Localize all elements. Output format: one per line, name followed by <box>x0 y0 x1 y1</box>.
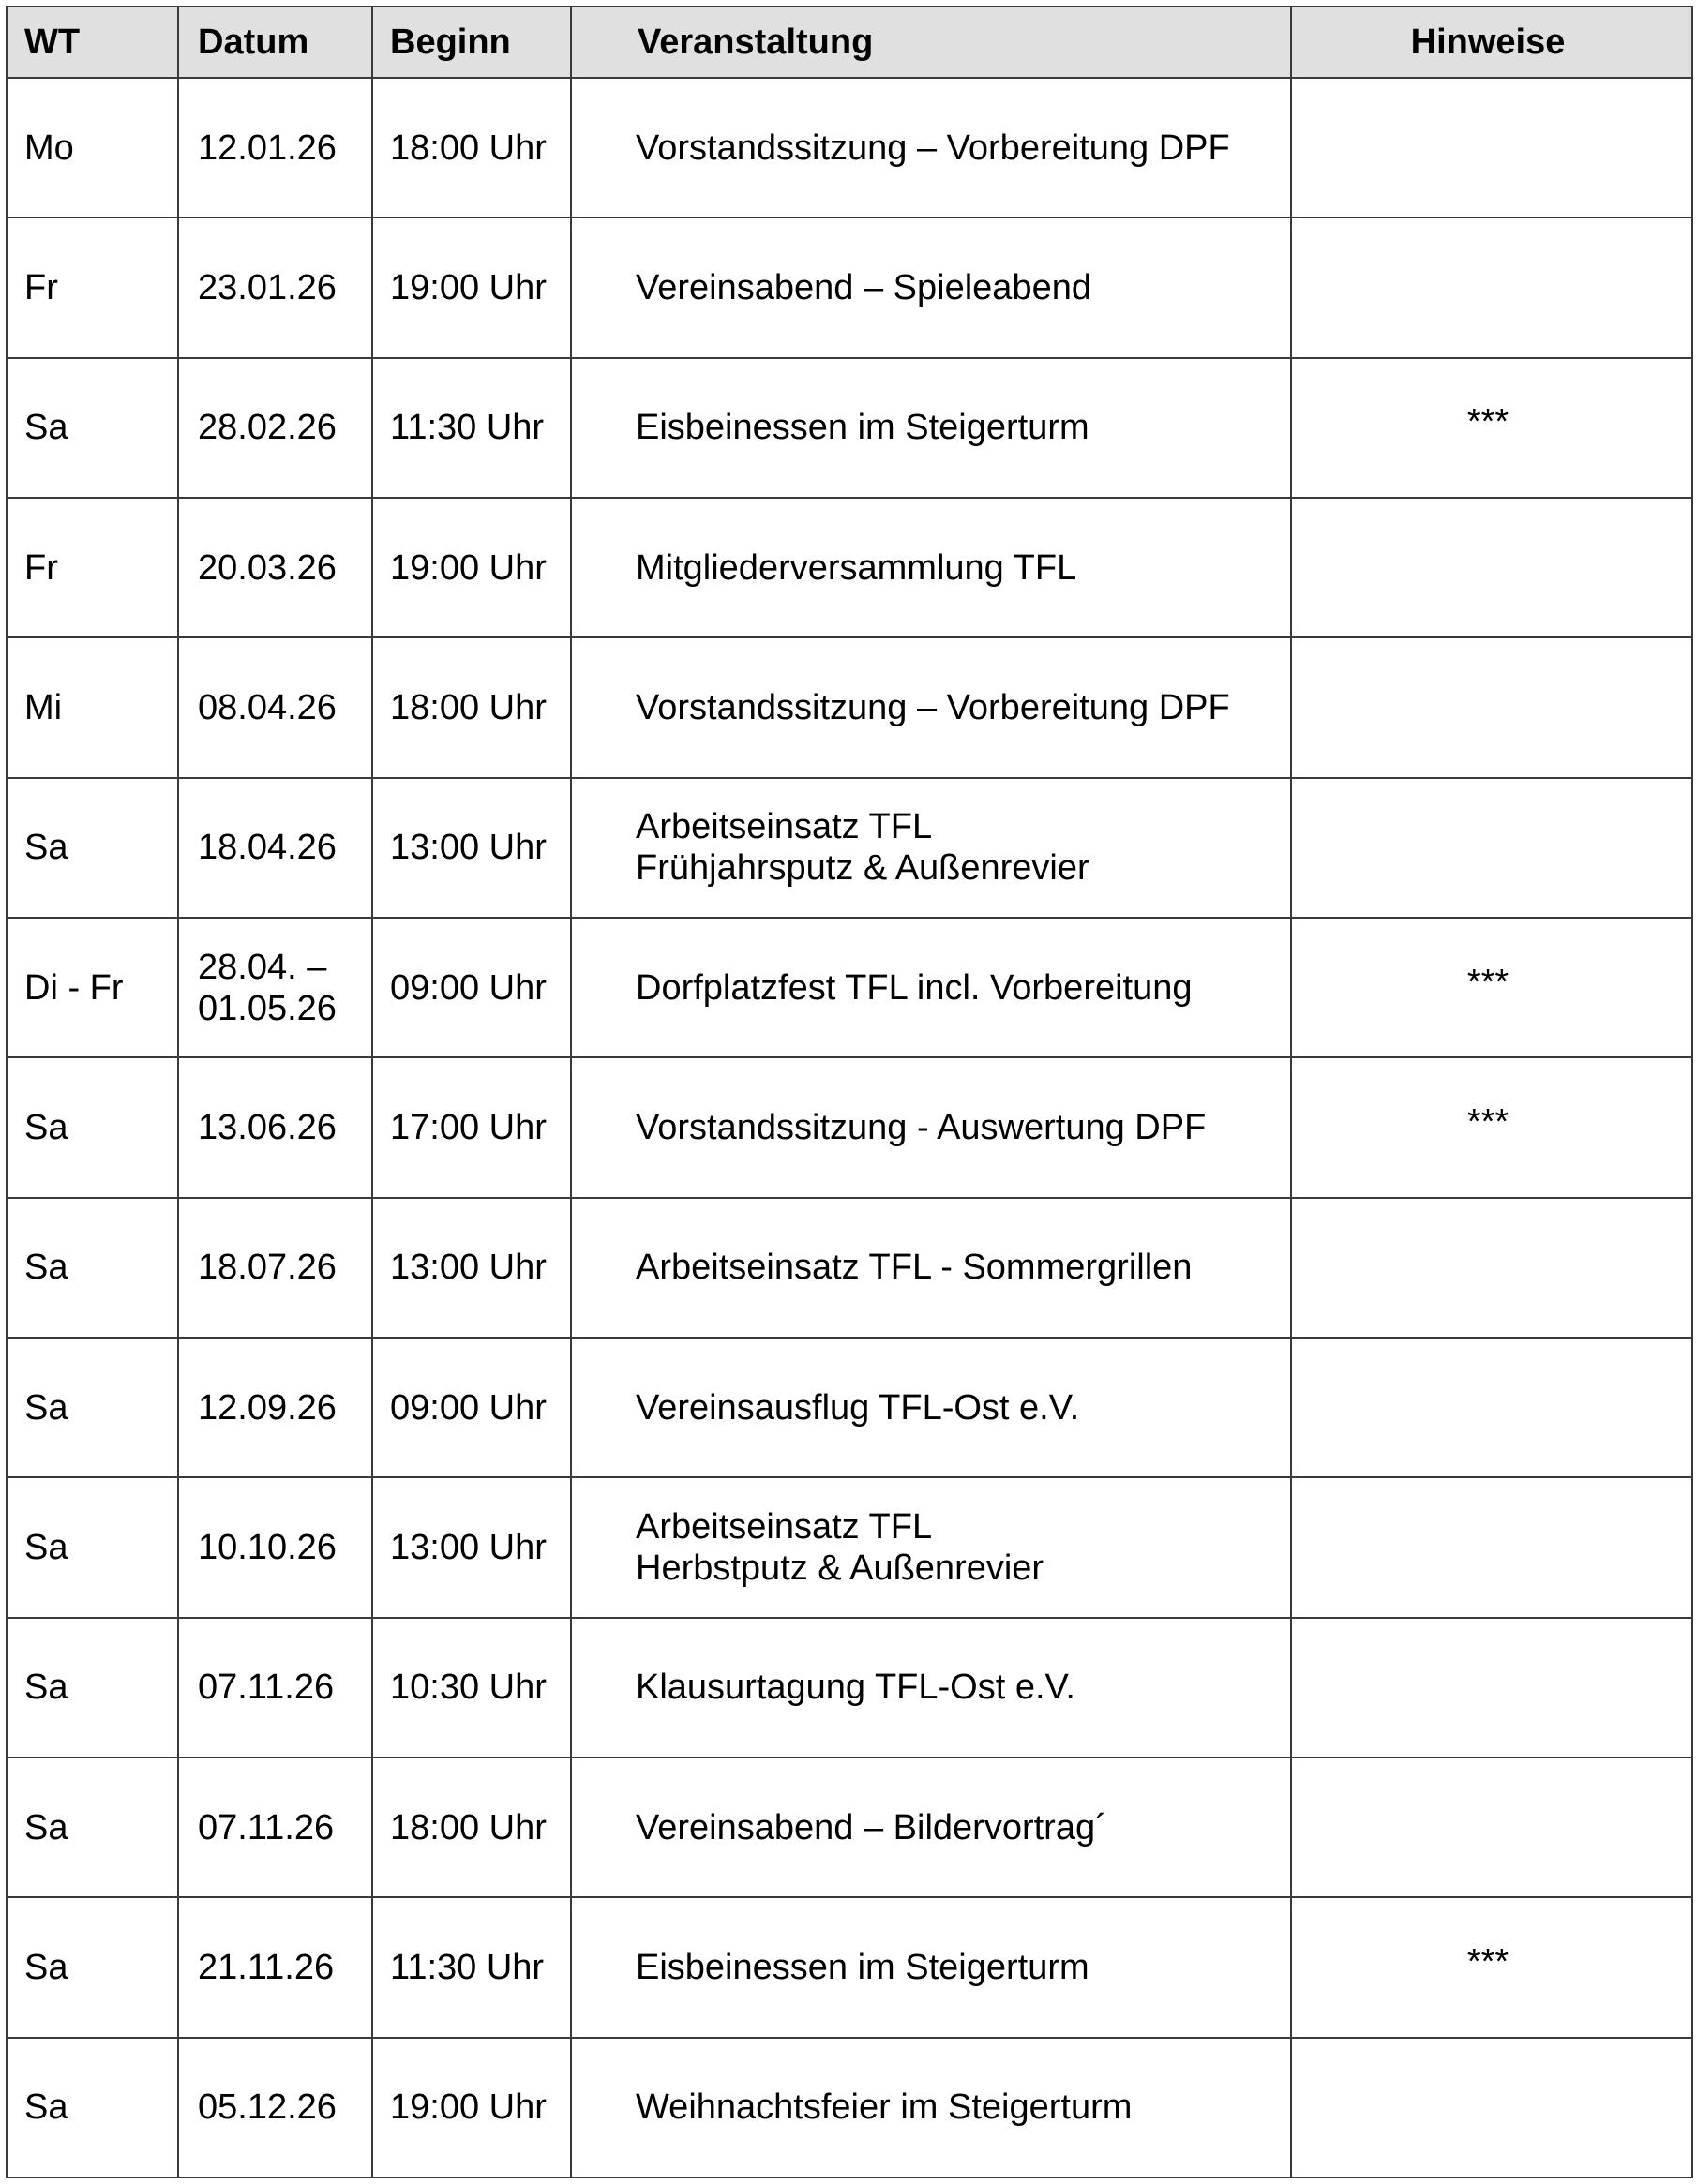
cell-datum <box>178 358 372 498</box>
weekday-text: Fr <box>24 547 58 588</box>
cell-datum <box>178 2038 372 2177</box>
start-time-text: 11:30 Uhr <box>390 1947 545 1987</box>
event-text: Vereinsabend – Spieleabend <box>636 267 1091 307</box>
cell-veranstaltung <box>571 637 1291 777</box>
hint-marker: *** <box>1466 1101 1509 1142</box>
date-text: 20.03.26 <box>198 547 337 588</box>
date-text: 28.04. – <box>198 947 327 987</box>
cell-wt <box>7 1198 178 1338</box>
weekday-text: Sa <box>24 1947 68 1987</box>
cell-veranstaltung <box>571 217 1291 357</box>
cell-datum <box>178 217 372 357</box>
date-text: 12.01.26 <box>198 127 337 168</box>
start-time-text: 18:00 Uhr <box>390 1807 547 1847</box>
event-text: Herbstputz & Außenrevier <box>636 1548 1044 1588</box>
cell-wt <box>7 2038 178 2177</box>
date-text: 07.11.26 <box>198 1668 335 1708</box>
event-text: Frühjahrsputz & Außenrevier <box>636 848 1089 889</box>
weekday-text: Fr <box>24 267 58 307</box>
cell-beginn <box>372 78 571 217</box>
cell-hinweise <box>1291 1477 1692 1617</box>
cell-wt <box>7 778 178 918</box>
cell-hinweise <box>1291 1897 1692 2037</box>
event-text: Dorfplatzfest TFL incl. Vorbereitung <box>636 967 1193 1008</box>
weekday-text: Di - Fr <box>24 967 124 1008</box>
cell-datum <box>178 637 372 777</box>
cell-veranstaltung <box>571 918 1291 1057</box>
start-time-text: 19:00 Uhr <box>390 267 547 307</box>
event-text: Klausurtagung TFL-Ost e.V. <box>636 1668 1075 1708</box>
weekday-text: Sa <box>24 1248 68 1288</box>
cell-beginn <box>372 2038 571 2177</box>
cell-datum <box>178 1897 372 2037</box>
cell-hinweise <box>1291 1198 1692 1338</box>
cell-veranstaltung <box>571 1057 1291 1197</box>
weekday-text: Mo <box>24 127 74 168</box>
cell-wt <box>7 1758 178 1897</box>
cell-veranstaltung <box>571 78 1291 217</box>
date-text: 10.10.26 <box>198 1527 337 1567</box>
cell-veranstaltung <box>571 358 1291 498</box>
cell-hinweise <box>1291 358 1692 498</box>
weekday-text: Sa <box>24 1107 68 1147</box>
date-text: 01.05.26 <box>198 988 337 1028</box>
weekday-text: Sa <box>24 828 68 868</box>
cell-veranstaltung <box>571 1198 1291 1338</box>
table-row <box>7 217 1692 357</box>
event-text: Arbeitseinsatz TFL <box>636 807 933 847</box>
cell-datum <box>178 918 372 1057</box>
table-row <box>7 1198 1692 1338</box>
cell-veranstaltung <box>571 1477 1291 1617</box>
cell-veranstaltung <box>571 498 1291 637</box>
weekday-text: Sa <box>24 2087 68 2128</box>
table-row <box>7 1897 1692 2037</box>
table-row <box>7 1477 1692 1617</box>
cell-wt <box>7 78 178 217</box>
cell-datum <box>178 78 372 217</box>
table-row <box>7 1338 1692 1477</box>
date-text: 07.11.26 <box>198 1807 335 1847</box>
cell-beginn <box>372 1618 571 1758</box>
cell-beginn <box>372 1758 571 1897</box>
start-time-text: 18:00 Uhr <box>390 127 547 168</box>
event-text: Eisbeinessen im Steigerturm <box>636 408 1089 448</box>
cell-veranstaltung <box>571 1897 1291 2037</box>
cell-datum <box>178 1338 372 1477</box>
cell-beginn <box>372 637 571 777</box>
cell-wt <box>7 1338 178 1477</box>
cell-wt <box>7 1477 178 1617</box>
table-row <box>7 2038 1692 2177</box>
cell-veranstaltung <box>571 1338 1291 1477</box>
header-beginn: Beginn <box>372 7 571 78</box>
weekday-text: Sa <box>24 1527 68 1567</box>
table-row <box>7 778 1692 918</box>
date-text: 23.01.26 <box>198 267 337 307</box>
cell-datum <box>178 778 372 918</box>
cell-datum <box>178 1198 372 1338</box>
start-time-text: 09:00 Uhr <box>390 1387 547 1428</box>
cell-hinweise <box>1291 778 1692 918</box>
weekday-text: Sa <box>24 408 68 448</box>
table-row <box>7 358 1692 498</box>
start-time-text: 17:00 Uhr <box>390 1107 547 1147</box>
event-text: Weihnachtsfeier im Steigerturm <box>636 2087 1133 2128</box>
start-time-text: 13:00 Uhr <box>390 1527 547 1567</box>
cell-wt <box>7 498 178 637</box>
table-row <box>7 78 1692 217</box>
cell-beginn <box>372 1477 571 1617</box>
event-text: Arbeitseinsatz TFL <box>636 1506 933 1547</box>
cell-wt <box>7 918 178 1057</box>
date-text: 18.07.26 <box>198 1248 337 1288</box>
cell-hinweise <box>1291 918 1692 1057</box>
cell-veranstaltung <box>571 1758 1291 1897</box>
cell-hinweise <box>1291 498 1692 637</box>
cell-hinweise <box>1291 1618 1692 1758</box>
cell-datum <box>178 498 372 637</box>
cell-wt <box>7 1897 178 2037</box>
date-text: 18.04.26 <box>198 828 337 868</box>
cell-beginn <box>372 1057 571 1197</box>
cell-beginn <box>372 358 571 498</box>
cell-hinweise <box>1291 78 1692 217</box>
date-text: 08.04.26 <box>198 687 337 727</box>
event-text: Vorstandssitzung – Vorbereitung DPF <box>636 687 1230 727</box>
weekday-text: Sa <box>24 1807 68 1847</box>
cell-beginn <box>372 1338 571 1477</box>
cell-datum <box>178 1057 372 1197</box>
table-row <box>7 1618 1692 1758</box>
weekday-text: Sa <box>24 1668 68 1708</box>
cell-beginn <box>372 918 571 1057</box>
cell-veranstaltung <box>571 778 1291 918</box>
header-datum: Datum <box>178 7 372 78</box>
event-text: Vorstandssitzung - Auswertung DPF <box>636 1107 1207 1147</box>
cell-wt <box>7 217 178 357</box>
table-row <box>7 918 1692 1057</box>
event-text: Vereinsausflug TFL-Ost e.V. <box>636 1387 1080 1428</box>
cell-beginn <box>372 778 571 918</box>
table-row <box>7 1758 1692 1897</box>
event-text: Vorstandssitzung – Vorbereitung DPF <box>636 127 1230 168</box>
header-wt: WT <box>7 7 178 78</box>
cell-wt <box>7 358 178 498</box>
table-body <box>7 78 1692 2177</box>
cell-hinweise <box>1291 637 1692 777</box>
start-time-text: 13:00 Uhr <box>390 828 547 868</box>
table-row <box>7 637 1692 777</box>
weekday-text: Mi <box>24 687 63 727</box>
cell-hinweise <box>1291 1338 1692 1477</box>
event-text: Arbeitseinsatz TFL - Sommergrillen <box>636 1248 1193 1288</box>
start-time-text: 19:00 Uhr <box>390 547 547 588</box>
event-schedule-table <box>6 6 1693 2178</box>
cell-hinweise <box>1291 1758 1692 1897</box>
cell-hinweise <box>1291 2038 1692 2177</box>
cell-veranstaltung <box>571 2038 1291 2177</box>
date-text: 12.09.26 <box>198 1387 337 1428</box>
table-row <box>7 1057 1692 1197</box>
cell-wt <box>7 1618 178 1758</box>
weekday-text: Sa <box>24 1387 68 1428</box>
cell-beginn <box>372 1897 571 2037</box>
date-text: 13.06.26 <box>198 1107 337 1147</box>
date-text: 05.12.26 <box>198 2087 337 2128</box>
start-time-text: 13:00 Uhr <box>390 1248 547 1288</box>
cell-beginn <box>372 217 571 357</box>
cell-beginn <box>372 1198 571 1338</box>
hint-marker: *** <box>1466 1941 1509 1982</box>
hint-marker: *** <box>1466 402 1509 442</box>
event-text: Eisbeinessen im Steigerturm <box>636 1947 1089 1987</box>
header-veranstaltung: Veranstaltung <box>571 7 1291 78</box>
start-time-text: 09:00 Uhr <box>390 967 547 1008</box>
start-time-text: 18:00 Uhr <box>390 687 547 727</box>
cell-beginn <box>372 498 571 637</box>
header-hinweise: Hinweise <box>1291 7 1692 78</box>
table-row <box>7 498 1692 637</box>
cell-veranstaltung <box>571 1618 1291 1758</box>
cell-hinweise <box>1291 217 1692 357</box>
event-text: Mitgliederversammlung TFL <box>636 547 1077 588</box>
date-text: 28.02.26 <box>198 408 337 448</box>
hint-marker: *** <box>1466 962 1509 1002</box>
cell-datum <box>178 1618 372 1758</box>
cell-wt <box>7 1057 178 1197</box>
cell-hinweise <box>1291 1057 1692 1197</box>
cell-datum <box>178 1477 372 1617</box>
table-header <box>7 7 1692 78</box>
start-time-text: 10:30 Uhr <box>390 1668 547 1708</box>
header-row <box>7 7 1692 78</box>
cell-wt <box>7 637 178 777</box>
cell-datum <box>178 1758 372 1897</box>
start-time-text: 11:30 Uhr <box>390 408 545 448</box>
date-text: 21.11.26 <box>198 1947 335 1987</box>
start-time-text: 19:00 Uhr <box>390 2087 547 2128</box>
event-text: Vereinsabend – Bildervortrag´ <box>636 1807 1107 1847</box>
